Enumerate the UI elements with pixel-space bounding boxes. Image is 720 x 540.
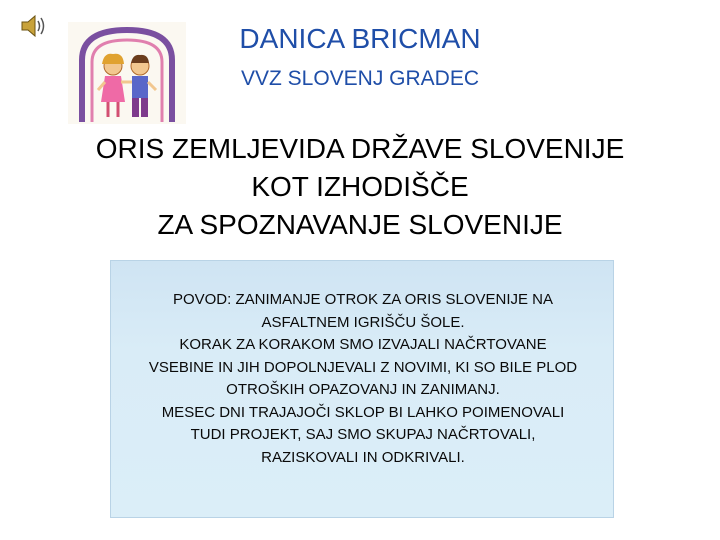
author-block xyxy=(195,22,525,92)
title-line: ORIS ZEMLJEVIDA DRŽAVE SLOVENIJE xyxy=(95,133,625,164)
speaker-icon[interactable] xyxy=(20,14,48,38)
author-organization: VVZ SLOVENJ GRADEC xyxy=(240,67,480,90)
description-line: RAZISKOVALI IN ODKRIVALI. xyxy=(261,448,465,466)
slide-title xyxy=(40,130,680,244)
title-line: ZA SPOZNAVANJE SLOVENIJE xyxy=(157,209,563,240)
title-line: KOT IZHODIŠČE xyxy=(251,171,469,202)
description-line: OTROŠKIH OPAZOVANJ IN ZANIMANJ. xyxy=(226,381,500,398)
description-line: KORAK ZA KORAKOM SMO IZVAJALI NAČRTOVANE xyxy=(179,336,547,353)
description-text xyxy=(115,289,611,469)
children-drawing-logo xyxy=(68,22,186,124)
description-line: MESEC DNI TRAJAJOČI SKLOP BI LAHKO POIMENOVALI xyxy=(161,403,565,421)
author-name: DANICA BRICMAN xyxy=(239,23,481,54)
description-line: VSEBINE IN JIH DOPOLNJEVALI Z NOVIMI, KI SO BILE PLOD xyxy=(148,358,578,376)
description-panel xyxy=(110,260,614,518)
description-line: ASFALTNEM IGRIŠČU ŠOLE. xyxy=(261,313,465,331)
description-line: POVOD: ZANIMANJE OTROK ZA ORIS SLOVENIJE NA xyxy=(172,291,554,308)
description-line: TUDI PROJEKT, SAJ SMO SKUPAJ NAČRTOVALI, xyxy=(190,426,536,443)
